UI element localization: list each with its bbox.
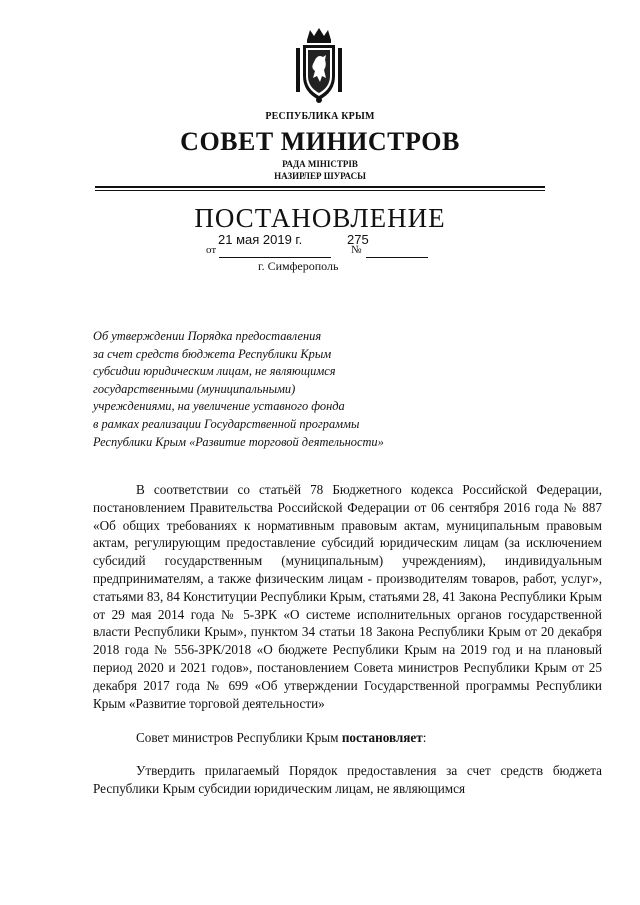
date-label: от xyxy=(206,244,217,256)
document-date: 21 мая 2019 г. xyxy=(218,232,303,247)
header-divider xyxy=(95,186,545,188)
republic-name: РЕСПУБЛИКА КРЫМ xyxy=(265,111,375,122)
resolution-colon: : xyxy=(422,730,427,746)
resolution-lead: Совет министров Республики Крым xyxy=(136,730,342,746)
council-title-ukrainian: РАДА МІНІСТРІВ xyxy=(282,159,358,169)
document-type: ПОСТАНОВЛЕНИЕ xyxy=(194,203,446,233)
subject-line: Об утверждении Порядка предоставления xyxy=(93,329,322,343)
document-number: 275 xyxy=(347,232,369,247)
resolution-paragraph xyxy=(93,729,602,747)
subject-line: в рамках реализации Государственной программы xyxy=(93,416,360,431)
subject-line: учреждениями, на увеличение уставного фонда xyxy=(93,399,345,414)
resolution-verb: постановляет xyxy=(341,730,423,746)
number-underline xyxy=(366,257,428,258)
subject-line: субсидии юридическим лицам, не являющимся xyxy=(93,364,336,379)
subject-line: за счет средств бюджета Республики Крым xyxy=(93,346,332,361)
document-body xyxy=(93,481,602,798)
subject-line: государственными (муниципальными) xyxy=(93,381,296,396)
council-title-crimean-tatar: НАЗИРЛЕР ШУРАСЫ xyxy=(274,171,366,181)
subject-line: Республики Крым «Развитие торговой деятельности» xyxy=(93,434,384,449)
header-divider-thin xyxy=(95,190,545,191)
date-underline xyxy=(219,257,331,258)
number-label: № xyxy=(351,244,362,256)
coat-of-arms-icon xyxy=(293,26,345,104)
decision-paragraph: Утвердить прилагаемый Порядок предоставления за счет средств бюджета Республики Крым субсидии юридическим лицам, не являющимся xyxy=(93,763,602,796)
city: г. Симферополь xyxy=(258,259,339,273)
document-subject xyxy=(93,328,533,451)
council-title: СОВЕТ МИНИСТРОВ xyxy=(180,127,460,156)
preamble-paragraph: В соответствии со статьёй 78 Бюджетного кодекса Российской Федерации, постановлением Правительства Российской Федерации от 06 сентября 2016 года № 887 «Об общих требованиях к нормативным правовым актам, муниципальным правовым актам, регулирующим предоставление субсидий юридическим лицам (за исключением субсидий государственным (муниципальным) учреждениям), индивидуальным предпринимателям, а также физическим лицам - производителям товаров, работ, услуг», статьями 83, 84 Конституции Республики Крым, статьями 28, 41 Закона Республики Крым от 29 мая 2014 года № 5-ЗРК «О системе исполнительных органов государственной власти Республики Крым», пунктом 34 статьи 18 Закона Республики Крым от 20 декабря 2018 года № 556-ЗРК/2018 «О бюджете Республики Крым на 2019 год и на плановый период 2020 и 2021 годов», постановлением Совета министров Республики Крым от 25 декабря 2017 года № 699 «Об утверждении Государственной программы Республики Крым «Развитие торговой деятельности» xyxy=(93,482,602,711)
